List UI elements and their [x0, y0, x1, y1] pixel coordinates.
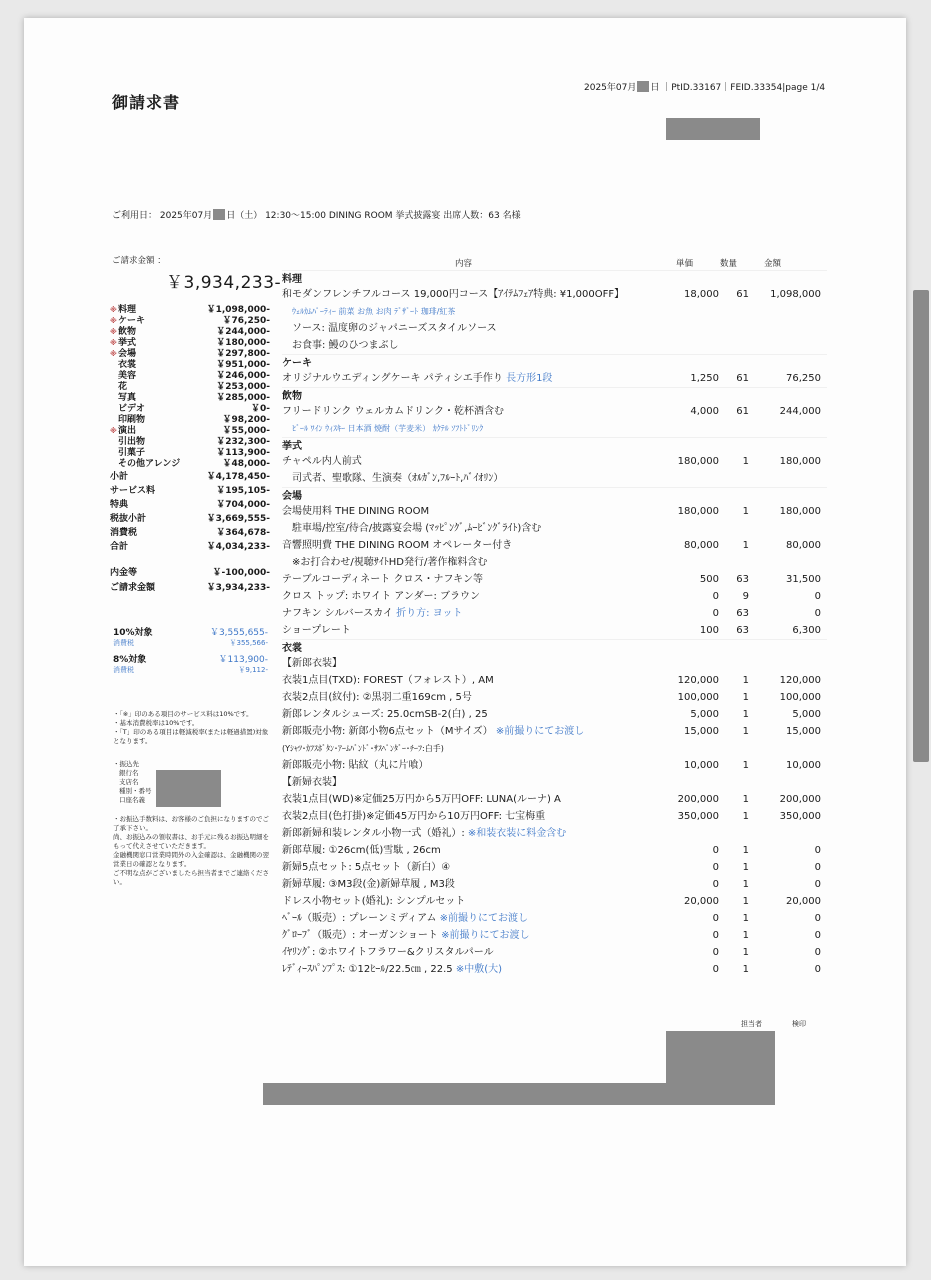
section-header — [282, 354, 827, 370]
item-description: 新郎草履: ①26cm(低)雪駄 , 26cm — [282, 845, 441, 856]
item-description: 料理 — [282, 274, 302, 285]
item-description: 新郎販売小物: 貼紋（丸に片喰） — [282, 760, 429, 771]
item-note: ※中敷(大) — [452, 964, 503, 975]
person-in-charge-label: 担当者 — [741, 1020, 762, 1028]
item-qty: 1 — [742, 709, 749, 720]
item-qty: 1 — [742, 947, 749, 958]
summary-row — [110, 459, 270, 470]
item-description: 新郎販売小物: 新郎小物6点セット（Mサイズ） ※前撮りにてお渡し — [282, 726, 585, 737]
item-description: ソース: 温度卵のジャパニーズスタイルソース — [292, 323, 497, 334]
summary-row-label: 花 — [118, 382, 128, 392]
summary-row — [110, 404, 270, 415]
tax10-label: 10%対象 — [113, 628, 153, 638]
bank-branch-label: 支店名 — [119, 778, 139, 786]
line-item — [282, 370, 827, 387]
item-price: 350,000 — [677, 811, 719, 822]
item-description: 【新郎衣装】 — [282, 658, 342, 669]
item-note: ※前撮りにてお渡し — [436, 913, 529, 924]
item-amt: 0 — [814, 862, 821, 873]
item-description: 会場使用料 THE DINING ROOM — [282, 506, 430, 517]
summary-row-value: ￥244,000- — [216, 327, 270, 337]
redacted-footer — [263, 1083, 775, 1105]
item-amt: 5,000 — [792, 709, 821, 720]
total-row-value: ￥4,178,450- — [206, 472, 270, 482]
total-row — [110, 486, 270, 497]
item-description: ドレス小物セット(婚礼): シンプルセット — [282, 896, 466, 907]
item-description: 飲物 — [282, 391, 302, 402]
item-note: 折り方: ヨット — [392, 608, 463, 619]
meta-date-suffix: 日 — [650, 83, 660, 93]
summary-row-value: ￥232,300- — [216, 437, 270, 447]
item-description: ﾚﾃﾞｨｰｽﾊﾟﾝﾌﾟｽ: ①12ﾋｰﾙ/22.5㎝ , 22.5 ※中敷(大) — [282, 964, 503, 975]
summary-row — [110, 305, 270, 316]
line-item — [282, 588, 827, 605]
summary-row — [110, 437, 270, 448]
item-note: 長方形1段 — [502, 373, 553, 384]
summary-row-value: ￥951,000- — [216, 360, 270, 370]
item-amt: 0 — [814, 947, 821, 958]
item-qty: 63 — [736, 608, 749, 619]
section-header — [282, 437, 827, 453]
meta-ids: ｜PtID.33167｜FEID.33354|page 1/4 — [662, 83, 826, 93]
deposit-row-value: ￥-100,000- — [212, 568, 270, 578]
item-description: テーブルコーディネート クロス・ナフキン等 — [282, 574, 483, 585]
summary-row-label: ※ケーキ — [110, 316, 146, 326]
item-description: 司式者、聖歌隊、生演奏（ｵﾙｶﾞﾝ,ﾌﾙｰﾄ,ﾊﾞｲｵﾘﾝ） — [292, 473, 504, 484]
item-qty: 61 — [736, 373, 749, 384]
summary-row-label: ※演出 — [110, 426, 137, 436]
item-amt: 100,000 — [779, 692, 821, 703]
line-item — [282, 303, 827, 320]
line-item — [282, 723, 827, 740]
summary-row-value: ￥285,000- — [216, 393, 270, 403]
tax8-sub-value: ￥9,112- — [238, 666, 268, 674]
redacted-usage-day — [213, 209, 225, 220]
total-row — [110, 500, 270, 511]
item-qty: 1 — [742, 456, 749, 467]
summary-row-label: ※会場 — [110, 349, 137, 359]
redacted-bank-details — [156, 770, 221, 807]
total-row-value: ￥3,669,555- — [206, 514, 270, 524]
summary-row-value: ￥180,000- — [216, 338, 270, 348]
item-description: ナフキン シルバースカイ 折り方: ヨット — [282, 608, 463, 619]
bank-info — [113, 760, 152, 805]
item-description: 衣装2点目(色打掛)※定価45万円から10万円OFF: 七宝梅重 — [282, 811, 546, 822]
col-price-header: 単価 — [676, 259, 694, 269]
bank-title: ・振込先 — [113, 760, 139, 768]
item-description: ケーキ — [282, 358, 312, 369]
summary-row — [110, 426, 270, 437]
item-description: ｲﾔﾘﾝｸﾞ: ②ホワイトフラワー&クリスタルパール — [282, 947, 494, 958]
item-description: ※お打合わせ/視聴ｻｲﾄHD発行/著作権料含む — [292, 557, 488, 568]
total-row — [110, 514, 270, 525]
summary-row — [110, 371, 270, 382]
summary-row — [110, 448, 270, 459]
item-description: 衣装1点目(WD)※定価25万円から5万円OFF: LUNA(ルーナ) A — [282, 794, 561, 805]
summary-row-label: ※飲物 — [110, 327, 137, 337]
item-price: 0 — [712, 608, 719, 619]
line-item — [282, 740, 827, 757]
item-description: (Yｼｬﾂ･ｶﾌｽﾎﾞﾀﾝ･ｱｰﾑﾊﾞﾝﾄﾞ･ｻｽﾍﾟﾝﾀﾞｰ･ﾁｰﾌ:白手) — [282, 744, 444, 753]
item-description: 会場 — [282, 491, 302, 502]
item-qty: 9 — [742, 591, 749, 602]
summary-row-label: ※料理 — [110, 305, 137, 315]
item-qty: 1 — [742, 760, 749, 771]
summary-row-label: ビデオ — [118, 404, 145, 414]
line-item — [282, 944, 827, 961]
item-amt: 0 — [814, 964, 821, 975]
item-price: 100,000 — [677, 692, 719, 703]
item-price: 0 — [712, 947, 719, 958]
item-price: 0 — [712, 845, 719, 856]
total-row — [110, 542, 270, 553]
line-item — [282, 622, 827, 639]
summary-row — [110, 360, 270, 371]
summary-row-value: ￥55,000- — [222, 426, 270, 436]
item-amt: 0 — [814, 608, 821, 619]
summary-row — [110, 338, 270, 349]
line-item — [282, 961, 827, 978]
line-item — [282, 757, 827, 774]
line-item — [282, 859, 827, 876]
item-amt: 244,000 — [779, 406, 821, 417]
item-amt: 15,000 — [786, 726, 821, 737]
item-price: 0 — [712, 591, 719, 602]
item-qty: 61 — [736, 289, 749, 300]
item-price: 80,000 — [684, 540, 719, 551]
summary-row-value: ￥253,000- — [216, 382, 270, 392]
summary-row-label: 美容 — [118, 371, 137, 381]
deposit-row-label: 内金等 — [110, 568, 138, 578]
service-mark: ※ — [110, 328, 117, 336]
item-price: 100 — [699, 625, 719, 636]
section-header — [282, 270, 827, 286]
line-item — [282, 774, 827, 791]
item-description: オリジナルウエディングケーキ パティシエ手作り 長方形1段 — [282, 373, 553, 384]
item-description: 衣裳 — [282, 643, 302, 654]
tax8-label: 8%対象 — [113, 655, 147, 665]
check-stamp-label: 検印 — [792, 1020, 806, 1028]
total-row-value: ￥364,678- — [216, 528, 270, 538]
item-price: 15,000 — [684, 726, 719, 737]
total-row — [110, 472, 270, 483]
total-row-label: 消費税 — [110, 528, 138, 538]
summary-row-value: ￥98,200- — [222, 415, 270, 425]
item-amt: 180,000 — [779, 456, 821, 467]
note-2: ・基本消費税率は10%です。 — [113, 719, 199, 727]
item-amt: 0 — [814, 879, 821, 890]
summary-row-label: 引菓子 — [118, 448, 146, 458]
service-mark: ※ — [110, 350, 117, 358]
note-3: ・「T」印のある項目は軽減税率(または軽過措置)対象となります。 — [113, 728, 269, 745]
item-description: 和モダンフレンチフルコース 19,000円コース【ｱｲﾃﾑﾌｪｱ特典: ¥1,000OFF】 — [282, 289, 625, 300]
item-description: ﾍﾞｰﾙ（販売）: プレーンミディアム ※前撮りにてお渡し — [282, 913, 529, 924]
line-item — [282, 337, 827, 354]
line-item — [282, 605, 827, 622]
line-item — [282, 403, 827, 420]
item-price: 500 — [699, 574, 719, 585]
item-price: 120,000 — [677, 675, 719, 686]
total-row-label: 税抜小計 — [110, 514, 147, 524]
item-qty: 1 — [742, 692, 749, 703]
summary-row-label: 印刷物 — [118, 415, 146, 425]
item-price: 200,000 — [677, 794, 719, 805]
tax10-value: ￥3,555,655- — [209, 628, 268, 638]
usage-suffix: 日（土） 12:30～15:00 DINING ROOM 挙式披露宴 出席人数：63 名様 — [226, 211, 521, 221]
summary-row — [110, 393, 270, 404]
item-description: チャペル内人前式 — [282, 456, 362, 467]
item-description: 挙式 — [282, 441, 302, 452]
item-price: 5,000 — [690, 709, 719, 720]
item-price: 10,000 — [684, 760, 719, 771]
item-amt: 180,000 — [779, 506, 821, 517]
invoice-amount: ￥3,934,233- — [166, 273, 282, 293]
item-price: 0 — [712, 913, 719, 924]
col-amount-header: 金額 — [764, 259, 782, 269]
summary-row-label: 写真 — [118, 393, 137, 403]
invoice-total-row-label: ご請求金額 — [110, 583, 156, 593]
item-amt: 0 — [814, 591, 821, 602]
summary-row — [110, 327, 270, 338]
item-amt: 10,000 — [786, 760, 821, 771]
line-item — [282, 927, 827, 944]
item-description: 駐車場/控室/待合/披露宴会場 (ﾏｯﾋﾟﾝｸﾞ,ﾑｰﾋﾞﾝｸﾞﾗｲﾄ)含む — [292, 523, 542, 534]
line-item — [282, 672, 827, 689]
summary-row-value: ￥297,800- — [216, 349, 270, 359]
line-item — [282, 453, 827, 470]
line-item — [282, 655, 827, 672]
note-1: ・「※」印のある項目のサービス料は10%です。 — [113, 710, 253, 718]
item-description: ｳｪﾙｶﾑﾊﾟｰﾃｨｰ 前菜 お魚 お肉 ﾃﾞｻﾞｰﾄ 珈琲/紅茶 — [292, 307, 456, 316]
item-description: 新婦5点セット: 5点セット（新白）④ — [282, 862, 451, 873]
total-row-label: 合計 — [110, 542, 129, 552]
item-price: 180,000 — [677, 506, 719, 517]
item-qty: 63 — [736, 625, 749, 636]
line-item — [282, 286, 827, 303]
section-header — [282, 387, 827, 403]
item-price: 0 — [712, 862, 719, 873]
item-amt: 80,000 — [786, 540, 821, 551]
line-item — [282, 470, 827, 487]
item-qty: 1 — [742, 930, 749, 941]
item-qty: 61 — [736, 406, 749, 417]
line-item — [282, 910, 827, 927]
item-qty: 63 — [736, 574, 749, 585]
document-meta — [584, 80, 825, 93]
bank-name-label: 銀行名 — [119, 769, 139, 777]
line-item — [282, 876, 827, 893]
invoice-amount-label: ご請求金額 ： — [112, 256, 166, 266]
item-qty: 1 — [742, 964, 749, 975]
invoice-total-row — [110, 583, 270, 594]
usage-line — [112, 208, 521, 221]
summary-row-value: ￥48,000- — [222, 459, 270, 469]
line-item — [282, 893, 827, 910]
item-price: 0 — [712, 964, 719, 975]
line-item — [282, 706, 827, 723]
summary-row-label: その他アレンジ — [118, 459, 181, 469]
summary-row-label: 衣裳 — [118, 360, 137, 370]
item-description: ﾋﾞｰﾙ ﾜｲﾝ ｳｨｽｷｰ 日本酒 焼酎（芋麦米） ｶｸﾃﾙ ｿﾌﾄﾄﾞﾘﾝｸ — [292, 424, 484, 433]
item-amt: 20,000 — [786, 896, 821, 907]
total-row-label: 特典 — [110, 500, 129, 510]
line-item — [282, 520, 827, 537]
summary-row-value: ￥246,000- — [216, 371, 270, 381]
item-price: 4,000 — [690, 406, 719, 417]
item-qty: 1 — [742, 845, 749, 856]
summary-row-label: 引出物 — [118, 437, 146, 447]
payment-note-4: ご不明な点がございましたら担当者までご連絡ください。 — [113, 869, 269, 886]
col-qty-header: 数量 — [720, 259, 738, 269]
item-note: ※和装衣装に料金含む — [464, 828, 567, 839]
item-description: 【新婦衣装】 — [282, 777, 342, 788]
section-header — [282, 487, 827, 503]
scrollbar[interactable] — [913, 290, 929, 762]
service-mark: ※ — [110, 427, 117, 435]
total-row-value: ￥704,000- — [216, 500, 270, 510]
tax10-sub-label: 消費税 — [113, 639, 134, 647]
summary-row — [110, 316, 270, 327]
item-note: ※前撮りにてお渡し — [437, 930, 530, 941]
summary-row-value: ￥76,250- — [222, 316, 270, 326]
item-description: 衣装2点目(紋付): ②黒羽二重169cm , 5号 — [282, 692, 472, 703]
summary-row-label: ※挙式 — [110, 338, 137, 348]
summary-row — [110, 415, 270, 426]
total-row-label: 小計 — [110, 472, 129, 482]
bank-holder-label: 口座名義 — [119, 796, 145, 804]
line-item — [282, 537, 827, 554]
deposit-row — [110, 568, 270, 579]
usage-prefix: ご利用日： 2025年07月 — [112, 211, 213, 221]
item-qty: 1 — [742, 811, 749, 822]
item-description: 新郎レンタルシューズ: 25.0cmSB-2(白) , 25 — [282, 709, 488, 720]
item-amt: 350,000 — [779, 811, 821, 822]
item-description: クロス トップ: ホワイト アンダー: ブラウン — [282, 591, 481, 602]
item-amt: 200,000 — [779, 794, 821, 805]
document-title: 御請求書 — [112, 93, 181, 112]
service-mark: ※ — [110, 317, 117, 325]
invoice-total-row-value: ￥3,934,233- — [206, 583, 270, 593]
total-row-value: ￥4,034,233- — [206, 542, 270, 552]
summary-row — [110, 382, 270, 393]
line-item — [282, 420, 827, 437]
meta-date-prefix: 2025年07月 — [584, 83, 637, 93]
item-price: 18,000 — [684, 289, 719, 300]
item-qty: 1 — [742, 675, 749, 686]
bank-account-label: 種別・番号 — [119, 787, 152, 795]
item-description: お食事: 鰻のひつまぶし — [292, 340, 399, 351]
total-row-label: サービス料 — [110, 486, 156, 496]
payment-note-2: 尚、お振込みの領収書は、お手元に残るお振込明細をもって代えさせていただきます。 — [113, 833, 269, 850]
notes — [113, 710, 273, 746]
line-item — [282, 503, 827, 520]
item-description: ショープレート — [282, 625, 351, 636]
line-item — [282, 571, 827, 588]
line-item — [282, 554, 827, 571]
service-mark: ※ — [110, 306, 117, 314]
item-price: 1,250 — [690, 373, 719, 384]
payment-note-3: 金融機関窓口営業時間外の入金確認は、金融機関の翌営業日の確認となります。 — [113, 851, 269, 868]
item-qty: 1 — [742, 506, 749, 517]
item-amt: 0 — [814, 913, 821, 924]
item-qty: 1 — [742, 540, 749, 551]
item-qty: 1 — [742, 862, 749, 873]
item-amt: 1,098,000 — [770, 289, 821, 300]
item-qty: 1 — [742, 913, 749, 924]
item-price: 180,000 — [677, 456, 719, 467]
summary-row-value: ￥1,098,000- — [206, 305, 270, 315]
tax-breakdown — [113, 627, 268, 675]
payment-note-1: ・お振込手数料は、お客様のご負担になりますのでご了承下さい。 — [113, 815, 269, 832]
item-description: 新婦草履: ③M3段(金)新婦草履 , M3段 — [282, 879, 455, 890]
col-content-header: 内容 — [455, 259, 473, 269]
item-qty: 1 — [742, 896, 749, 907]
item-amt: 120,000 — [779, 675, 821, 686]
item-note: ※前撮りにてお渡し — [492, 726, 585, 737]
payment-notes — [113, 815, 273, 887]
item-amt: 0 — [814, 930, 821, 941]
line-items — [282, 270, 827, 978]
line-item — [282, 842, 827, 859]
item-amt: 6,300 — [792, 625, 821, 636]
redacted-header-block — [666, 118, 760, 140]
section-header — [282, 639, 827, 655]
summary-row-value: ￥113,900- — [216, 448, 270, 458]
line-item — [282, 825, 827, 842]
item-description: 衣装1点目(TXD): FOREST（フォレスト）, AM — [282, 675, 494, 686]
item-description: 音響照明費 THE DINING ROOM オペレーター付き — [282, 540, 513, 551]
line-item — [282, 689, 827, 706]
item-price: 20,000 — [684, 896, 719, 907]
redacted-day — [637, 81, 649, 92]
summary-row-value: ￥0- — [251, 404, 270, 414]
item-amt: 76,250 — [786, 373, 821, 384]
item-price: 0 — [712, 879, 719, 890]
tax8-value: ￥113,900- — [218, 655, 268, 665]
item-amt: 0 — [814, 845, 821, 856]
total-row — [110, 528, 270, 539]
item-description: フリードリンク ウェルカムドリンク・乾杯酒含む — [282, 406, 504, 417]
item-qty: 1 — [742, 879, 749, 890]
summary-row — [110, 349, 270, 360]
item-qty: 1 — [742, 794, 749, 805]
item-qty: 1 — [742, 726, 749, 737]
line-item — [282, 791, 827, 808]
line-item — [282, 320, 827, 337]
item-description: ｸﾞﾛｰﾌﾞ（販売）: オーガンショート ※前撮りにてお渡し — [282, 930, 530, 941]
tax10-sub-value: ￥355,566- — [229, 639, 268, 647]
item-price: 0 — [712, 930, 719, 941]
service-mark: ※ — [110, 339, 117, 347]
item-amt: 31,500 — [786, 574, 821, 585]
item-description: 新郎新婦和装レンタル小物一式（婚礼）: ※和装衣装に料金含む — [282, 828, 567, 839]
total-row-value: ￥195,105- — [216, 486, 270, 496]
summary-table — [110, 305, 270, 594]
line-item — [282, 808, 827, 825]
tax8-sub-label: 消費税 — [113, 666, 134, 674]
